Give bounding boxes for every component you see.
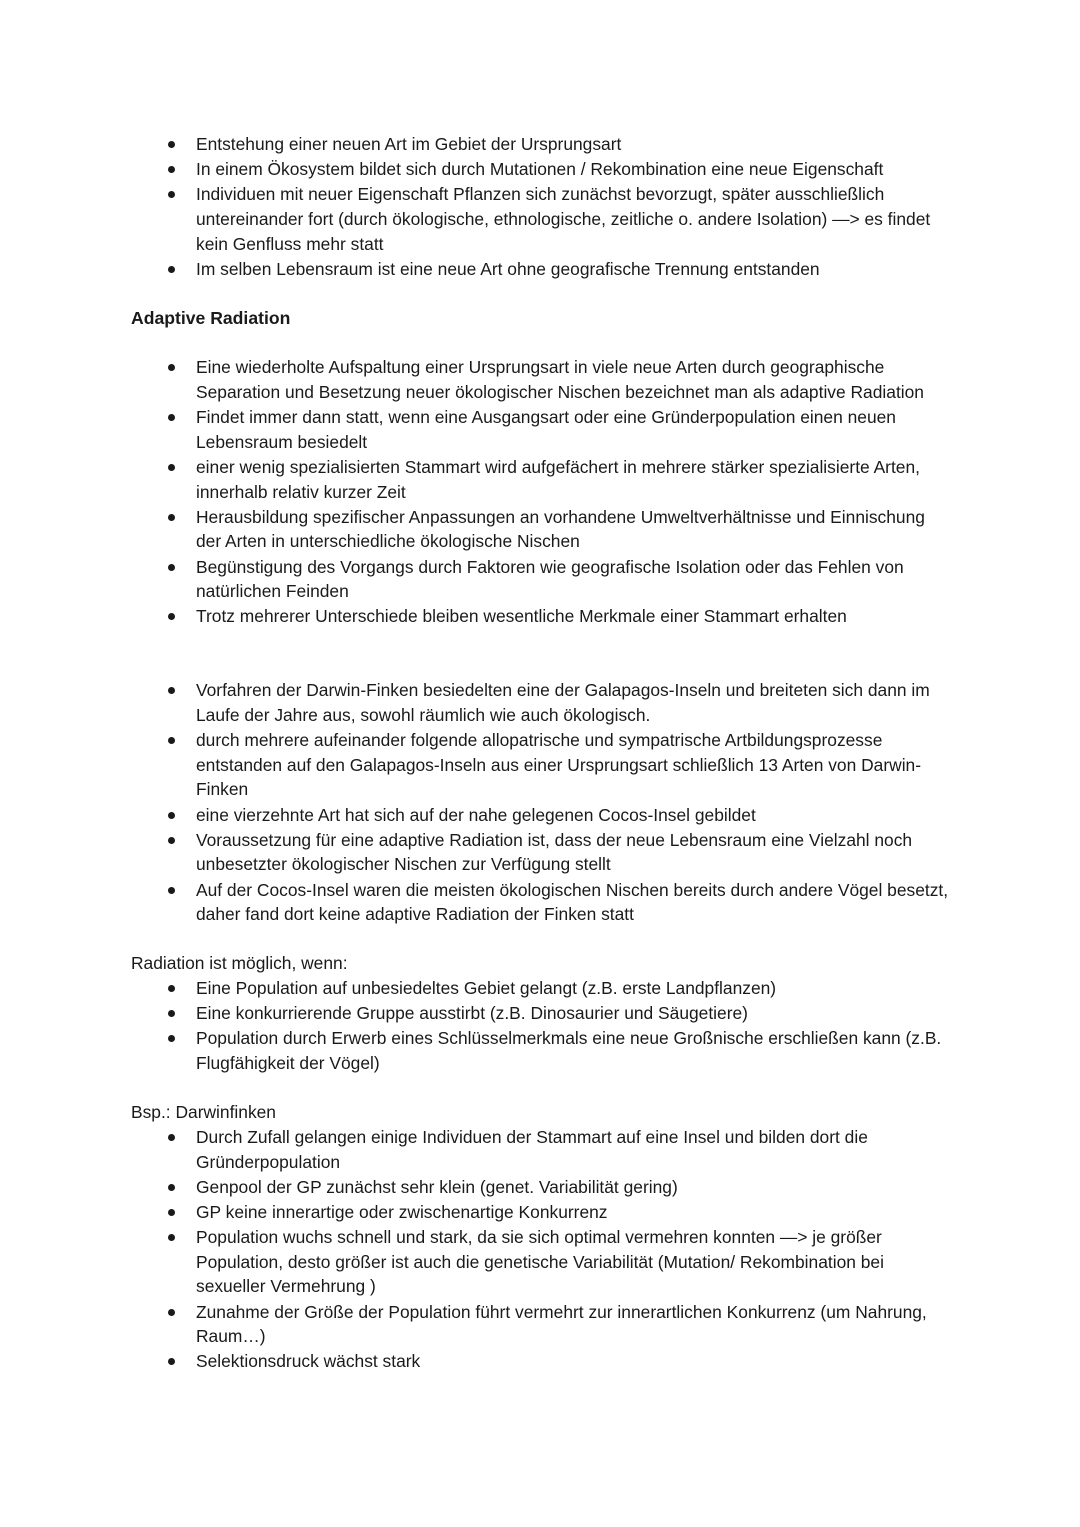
list-item: Genpool der GP zunächst sehr klein (genet. Variabilität gering) bbox=[131, 1175, 951, 1200]
list-item: Herausbildung spezifischer Anpassungen an vorhandene Umweltverhältnisse und Einnischung der Arten in unterschiedliche ökologische Nischen bbox=[131, 505, 951, 555]
list-item: durch mehrere aufeinander folgende allopatrische und sympatrische Artbildungsprozesse entstanden auf den Galapagos-Inseln aus einer Ursprungsart schließlich 13 Arten von Darwin-Finken bbox=[131, 728, 951, 802]
list-item: Eine wiederholte Aufspaltung einer Ursprungsart in viele neue Arten durch geographische Separation und Besetzung neuer ökologischer Nischen bezeichnet man als adaptive Radiation bbox=[131, 355, 951, 405]
list-item: Population wuchs schnell und stark, da sie sich optimal vermehren konnten —> je größer Population, desto größer ist auch die genetische Variabilität (Mutation/ Rekombination bei sexueller Vermehrung ) bbox=[131, 1225, 951, 1299]
list-item: Im selben Lebensraum ist eine neue Art ohne geografische Trennung entstanden bbox=[131, 257, 951, 282]
darwin-finches-list-block bbox=[131, 678, 951, 927]
sympatric-speciation-list bbox=[131, 132, 951, 282]
list-item: Begünstigung des Vorgangs durch Faktoren wie geografische Isolation oder das Fehlen von natürlichen Feinden bbox=[131, 555, 951, 605]
radiation-conditions-label: Radiation ist möglich, wenn: bbox=[131, 953, 348, 973]
radiation-conditions-block bbox=[131, 951, 951, 1076]
list-item: Voraussetzung für eine adaptive Radiation ist, dass der neue Lebensraum eine Vielzahl noch unbesetzter ökologischer Nischen zur Verfügung stellt bbox=[131, 828, 951, 878]
list-item: Eine Population auf unbesiedeltes Gebiet gelangt (z.B. erste Landpflanzen) bbox=[131, 976, 951, 1001]
adaptive-radiation-heading: Adaptive Radiation bbox=[131, 308, 291, 328]
list-item: Individuen mit neuer Eigenschaft Pflanzen sich zunächst bevorzugt, später ausschließlich untereinander fort (durch ökologische, ethnologische, zeitliche o. andere Isolation) —> es findet kein Genfluss mehr statt bbox=[131, 182, 951, 256]
list-item: Durch Zufall gelangen einige Individuen der Stammart auf eine Insel und bilden dort die Gründerpopulation bbox=[131, 1125, 951, 1175]
sympatric-speciation-list-block bbox=[131, 132, 951, 282]
adaptive-radiation-list bbox=[131, 355, 951, 629]
list-item: Population durch Erwerb eines Schlüsselmerkmals eine neue Großnische erschließen kann (z.B. Flugfähigkeit der Vögel) bbox=[131, 1026, 951, 1076]
radiation-conditions-list bbox=[131, 976, 951, 1076]
list-item: Eine konkurrierende Gruppe ausstirbt (z.B. Dinosaurier und Säugetiere) bbox=[131, 1001, 951, 1026]
adaptive-radiation-list-block bbox=[131, 355, 951, 630]
list-item: Trotz mehrerer Unterschiede bleiben wesentliche Merkmale einer Stammart erhalten bbox=[131, 604, 951, 629]
darwin-finches-list bbox=[131, 678, 951, 927]
list-item: Selektionsdruck wächst stark bbox=[131, 1349, 951, 1374]
list-item: eine vierzehnte Art hat sich auf der nahe gelegenen Cocos-Insel gebildet bbox=[131, 803, 951, 828]
list-item: GP keine innerartige oder zwischenartige Konkurrenz bbox=[131, 1200, 951, 1225]
list-item: einer wenig spezialisierten Stammart wird aufgefächert in mehrere stärker spezialisierte Arten, innerhalb relativ kurzer Zeit bbox=[131, 455, 951, 505]
list-item: In einem Ökosystem bildet sich durch Mutationen / Rekombination eine neue Eigenschaft bbox=[131, 157, 951, 182]
list-item: Vorfahren der Darwin-Finken besiedelten eine der Galapagos-Inseln und breiteten sich dann im Laufe der Jahre aus, sowohl räumlich wie auch ökologisch. bbox=[131, 678, 951, 728]
list-item: Zunahme der Größe der Population führt vermehrt zur innerartlichen Konkurrenz (um Nahrung, Raum…) bbox=[131, 1300, 951, 1350]
list-item: Auf der Cocos-Insel waren die meisten ökologischen Nischen bereits durch andere Vögel besetzt, daher fand dort keine adaptive Radiation der Finken statt bbox=[131, 878, 951, 928]
example-list bbox=[131, 1125, 951, 1374]
list-item: Entstehung einer neuen Art im Gebiet der Ursprungsart bbox=[131, 132, 951, 157]
example-label: Bsp.: Darwinfinken bbox=[131, 1102, 276, 1122]
list-item: Findet immer dann statt, wenn eine Ausgangsart oder eine Gründerpopulation einen neuen Lebensraum besiedelt bbox=[131, 405, 951, 455]
example-block bbox=[131, 1100, 951, 1375]
